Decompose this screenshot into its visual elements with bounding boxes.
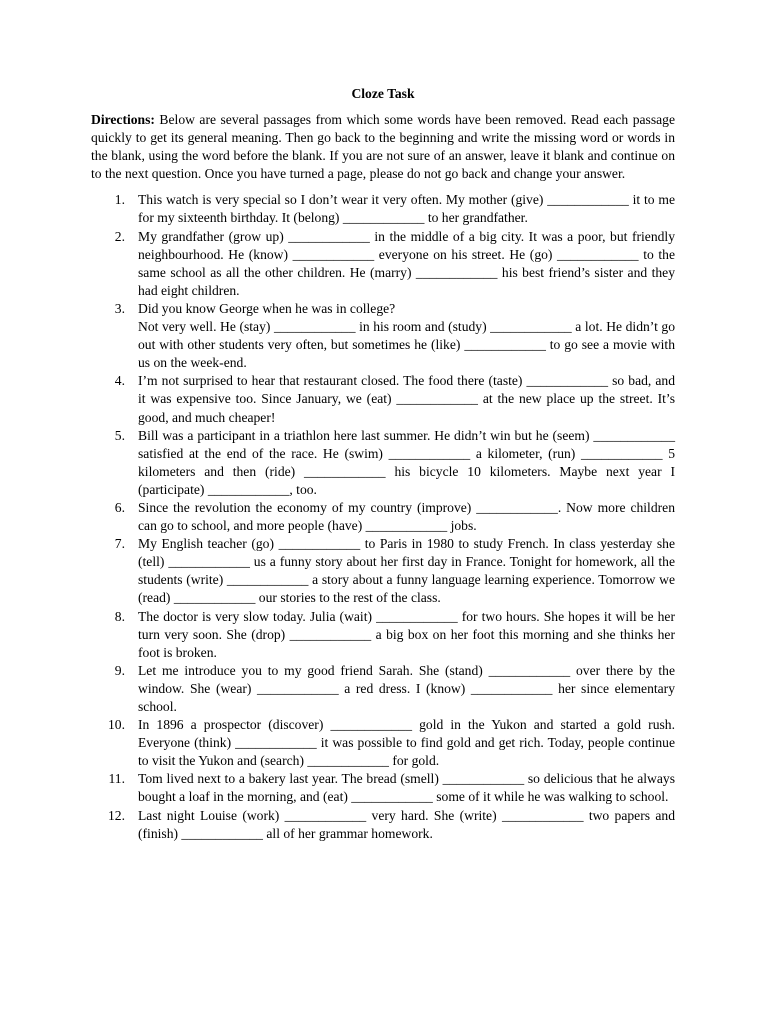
question-text: Bill was a participant in a triathlon here last summer. He didn’t win but he (seem) ____________ satisfied at the end of the race. He (swim) ____________ a kilometer, (run) ____________ 5 kilometers and then (ride) ____________ his bicycle 10 kilometers. Maybe next year I (participate) ____________, too. (138, 427, 675, 497)
worksheet-page (91, 84, 675, 843)
question-text: I’m not surprised to hear that restaurant closed. The food there (taste) ____________ so bad, and it was expensive too. Since January, we (eat) ____________ at the new place up the street. It’s good, and much cheaper! (138, 373, 675, 425)
question-number: 5. (114, 427, 125, 443)
question-item-7 (91, 535, 675, 607)
question-item-3 (91, 300, 675, 372)
question-text: The doctor is very slow today. Julia (wait) ____________ for two hours. She hopes it will be her turn very soon. She (drop) ____________ a big box on her foot this morning and she thinks her foot is broken. (138, 608, 675, 660)
question-text: Tom lived next to a bakery last year. The bread (smell) ____________ so delicious that he always bought a loaf in the morning, and (eat) ____________ some of it while he was walking to school. (138, 771, 675, 805)
question-item-1 (91, 191, 675, 227)
question-number: 4. (114, 373, 125, 389)
question-item-12 (91, 807, 675, 843)
question-list (91, 191, 675, 842)
question-item-4 (91, 372, 675, 426)
question-text: My English teacher (go) ____________ to Paris in 1980 to study French. In class yesterday she (tell) ____________ us a funny story about her first day in France. Tonight for homework, all the students (write) ____________ a story about a funny language learning experience. Tomorrow we (read) ____________ our stories to the rest of the class. (138, 536, 675, 606)
question-number: 1. (114, 192, 125, 208)
question-item-11 (91, 770, 675, 806)
question-text: Since the revolution the economy of my country (improve) ____________. Now more children can go to school, and more people (have) ____________ jobs. (138, 499, 675, 534)
question-number: 3. (114, 300, 125, 316)
directions-label: Directions: (91, 112, 155, 127)
question-text: Last night Louise (work) ____________ very hard. She (write) ____________ two papers and (finish) ____________ all of her grammar homework. (138, 807, 675, 841)
question-number: 9. (114, 662, 125, 678)
question-item-6 (91, 499, 675, 535)
directions-paragraph (91, 111, 675, 183)
page-title: Cloze Task (351, 86, 415, 101)
question-number: 6. (114, 499, 125, 515)
directions-text: Below are several passages from which some words have been removed. Read each passage quickly to get its general meaning. Then go back to the beginning and write the missing word or words in the blank, using the word before the blank. If you are not sure of an answer, leave it blank and continue on to the next question. Once you have turned a page, please do not go back and change your answer. (91, 112, 675, 182)
question-number: 7. (114, 536, 125, 552)
question-item-9 (91, 662, 675, 716)
question-item-5 (91, 427, 675, 499)
question-item-8 (91, 608, 675, 662)
question-answer-text: Not very well. He (stay) ____________ in his room and (study) ____________ a lot. He didn’t go out with other students very often, but sometimes he (like) ____________ to go see a movie with us on the week-end. (138, 319, 675, 371)
question-text: Did you know George when he was in college? (138, 300, 396, 316)
question-item-2 (91, 228, 675, 300)
question-text: This watch is very special so I don’t wear it very often. My mother (give) ____________ it to me for my sixteenth birthday. It (belong) ____________ to her grandfather. (138, 192, 675, 226)
question-number: 12. (108, 807, 125, 823)
question-text: Let me introduce you to my good friend Sarah. She (stand) ____________ over there by the window. She (wear) ____________ a red dress. I (know) ____________ her since elementary school. (138, 662, 675, 714)
question-number: 2. (114, 228, 125, 244)
question-text: My grandfather (grow up) ____________ in the middle of a big city. It was a poor, but friendly neighbourhood. He (know) ____________ everyone on his street. He (go) ____________ to the same school as all the other children. He (marry) ____________ his best friend’s sister and they had eight children. (138, 228, 675, 298)
question-number: 10. (108, 717, 125, 733)
question-item-10 (91, 716, 675, 770)
question-text: In 1896 a prospector (discover) ____________ gold in the Yukon and started a gold rush. Everyone (think) ____________ it was possible to find gold and get rich. Today, people continue to visit the Yukon and (search) ____________ for gold. (138, 717, 675, 769)
question-number: 8. (114, 608, 125, 624)
question-number: 11. (108, 771, 125, 787)
